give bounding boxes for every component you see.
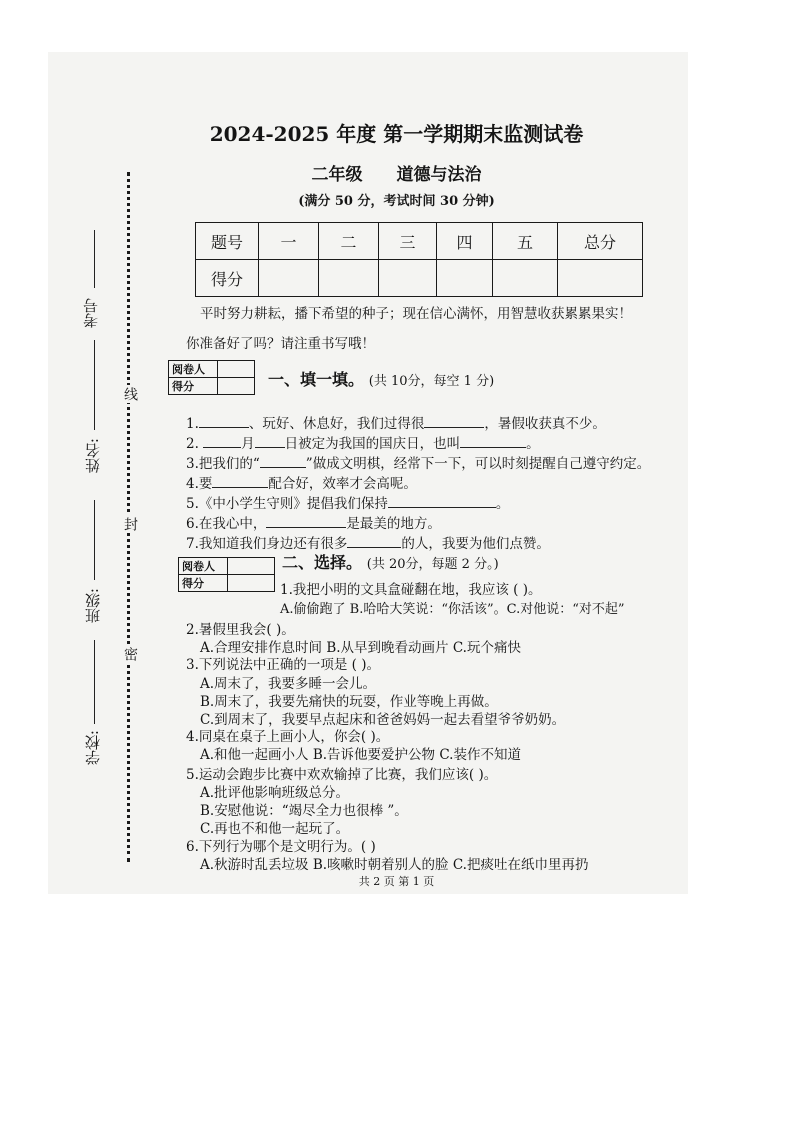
score-cell[interactable] xyxy=(493,260,558,297)
q-text: 5.《中小学生守则》提倡我们保持 xyxy=(186,496,388,512)
fill-question-3 xyxy=(186,452,650,472)
ready-prompt: 你准备好了吗？请注重书写哦！ xyxy=(186,336,375,352)
score-cell[interactable] xyxy=(319,260,379,297)
choice-question-1-options: A.偷偷跑了 B.哈哈大笑说：“你活该”。C.对他说：“对不起” xyxy=(280,602,625,617)
choice-question-3-option-c: C.到周末了，我要早点起床和爸爸妈妈一起去看望爷爷奶奶。 xyxy=(200,712,566,728)
score-cell[interactable] xyxy=(437,260,493,297)
section1-title: 一、填一填。 xyxy=(268,370,365,389)
fill-question-1 xyxy=(186,412,606,432)
score-header-cell: 二 xyxy=(319,223,379,260)
choice-question-5-option-c: C.再也不和他一起玩了。 xyxy=(200,821,350,837)
q-text: 月 xyxy=(241,436,255,452)
school-label: 学校: xyxy=(84,730,102,766)
q-text: 的人，我要为他们点赞。 xyxy=(401,536,550,552)
answer-blank[interactable] xyxy=(212,473,268,488)
answer-blank[interactable] xyxy=(347,533,401,548)
exam-number-label: 考号 xyxy=(82,298,100,328)
seal-line-char: 线 xyxy=(122,387,138,401)
choice-question-4-options: A.和他一起画小人 B.告诉他要爱护公物 C.装作不知道 xyxy=(200,747,521,763)
name-field xyxy=(94,340,95,430)
grader-score-label: 得分 xyxy=(169,378,218,395)
page-footer: 共 2 页 第 1 页 xyxy=(358,875,435,888)
score-row-label: 得分 xyxy=(196,260,259,297)
reviewer-label: 阅卷人 xyxy=(179,558,228,575)
q-text: 是最美的地方。 xyxy=(346,516,441,532)
choice-question-5-option-b: B.安慰他说：“竭尽全力也很棒 ”。 xyxy=(200,803,408,819)
fill-question-4 xyxy=(186,472,417,492)
motto: 平时努力耕耘，播下希望的种子；现在信心满怀，用智慧收获累累果实！ xyxy=(200,306,632,322)
exam-note: (满分 50 分，考试时间 30 分钟) xyxy=(298,194,495,209)
score-header-cell: 三 xyxy=(379,223,437,260)
section2-title: 二、选择。 xyxy=(282,553,363,572)
fill-question-5 xyxy=(186,492,509,512)
score-cell[interactable] xyxy=(558,260,643,297)
answer-blank[interactable] xyxy=(260,453,306,468)
score-header-cell: 题号 xyxy=(196,223,259,260)
grader-box-1 xyxy=(168,360,255,395)
grader-score-label: 得分 xyxy=(179,575,228,592)
q-text: 3.把我们的“ xyxy=(186,456,260,472)
choice-question-3-option-b: B.周末了，我要先痛快的玩耍，作业等晚上再做。 xyxy=(200,694,498,710)
choice-question-2: 2.暑假里我会( )。 xyxy=(186,622,295,638)
score-table-header-row xyxy=(196,223,643,260)
choice-question-3-option-a: A.周末了，我要多睡一会儿。 xyxy=(200,676,377,692)
choice-question-3: 3.下列说法中正确的一项是 ( )。 xyxy=(186,657,380,673)
fill-question-7 xyxy=(186,532,550,552)
choice-question-4: 4.同桌在桌子上画小人，你会( )。 xyxy=(186,729,390,745)
q-text: 日被定为我国的国庆日，也叫 xyxy=(284,436,461,452)
answer-blank[interactable] xyxy=(460,433,526,448)
answer-blank[interactable] xyxy=(266,513,346,528)
answer-blank[interactable] xyxy=(199,413,249,428)
section2-heading xyxy=(282,550,499,573)
grader-score-cell[interactable] xyxy=(218,378,255,395)
score-header-cell: 一 xyxy=(259,223,319,260)
grade-label: 二年级 xyxy=(311,165,363,185)
section1-info: (共 10分，每空 1 分) xyxy=(368,374,495,389)
class-label: 班级: xyxy=(84,588,102,624)
q-text: ”做成文明棋，经常下一下，可以时刻提醒自己遵守约定。 xyxy=(305,456,651,472)
section2-info: (共 20分，每题 2 分。) xyxy=(366,557,499,572)
school-field xyxy=(94,640,95,724)
q-text: 。 xyxy=(495,496,510,512)
q-text: 。 xyxy=(526,436,540,452)
fill-question-6 xyxy=(186,512,441,532)
q-text: 、玩好、休息好，我们过得很 xyxy=(248,416,425,432)
grader-score-cell[interactable] xyxy=(228,575,275,592)
class-field xyxy=(94,500,95,580)
choice-question-1: 1.我把小明的文具盒碰翻在地，我应该 ( )。 xyxy=(280,582,542,598)
answer-blank[interactable] xyxy=(203,433,241,448)
score-table-score-row xyxy=(196,260,643,297)
choice-question-5: 5.运动会跑步比赛中欢欢输掉了比赛，我们应该( )。 xyxy=(186,767,498,783)
exam-title: 2024-2025 年度 第一学期期末监测试卷 xyxy=(209,122,584,146)
subject-label: 道德与法治 xyxy=(396,165,482,185)
choice-question-6: 6.下列行为哪个是文明行为。( ) xyxy=(186,839,376,855)
q-text: 1. xyxy=(186,416,199,432)
q-text: 配合好，效率才会高呢。 xyxy=(268,476,417,492)
section1-heading xyxy=(268,367,494,390)
score-header-cell: 四 xyxy=(437,223,493,260)
exam-subtitle xyxy=(0,160,793,185)
exam-number-field xyxy=(94,230,95,288)
choice-question-2-options: A.合理安排作息时间 B.从早到晚看动画片 C.玩个痛快 xyxy=(200,640,521,656)
choice-question-6-options: A.秋游时乱丢垃圾 B.咳嗽时朝着别人的脸 C.把痰吐在纸巾里再扔 xyxy=(200,857,589,873)
reviewer-cell[interactable] xyxy=(228,558,275,575)
reviewer-cell[interactable] xyxy=(218,361,255,378)
q-text: 6.在我心中， xyxy=(186,516,267,532)
score-cell[interactable] xyxy=(259,260,319,297)
choice-question-5-option-a: A.批评他影响班级总分。 xyxy=(200,785,350,801)
seal-closed-char: 密 xyxy=(122,647,138,661)
seal-seal-char: 封 xyxy=(122,517,138,531)
score-cell[interactable] xyxy=(379,260,437,297)
grader-box-2 xyxy=(178,557,275,592)
q-text: ，暑假收获真不少。 xyxy=(484,416,606,432)
fill-question-2 xyxy=(186,432,540,452)
answer-blank[interactable] xyxy=(424,413,484,428)
q-text: 4.要 xyxy=(186,476,213,492)
score-table xyxy=(195,222,643,297)
score-header-cell: 总分 xyxy=(558,223,643,260)
q-text: 2. xyxy=(186,436,204,452)
name-label: 姓名: xyxy=(84,438,102,474)
reviewer-label: 阅卷人 xyxy=(169,361,218,378)
answer-blank[interactable] xyxy=(388,493,496,508)
q-text: 7.我知道我们身边还有很多 xyxy=(186,536,348,552)
answer-blank[interactable] xyxy=(255,433,285,448)
score-header-cell: 五 xyxy=(493,223,558,260)
